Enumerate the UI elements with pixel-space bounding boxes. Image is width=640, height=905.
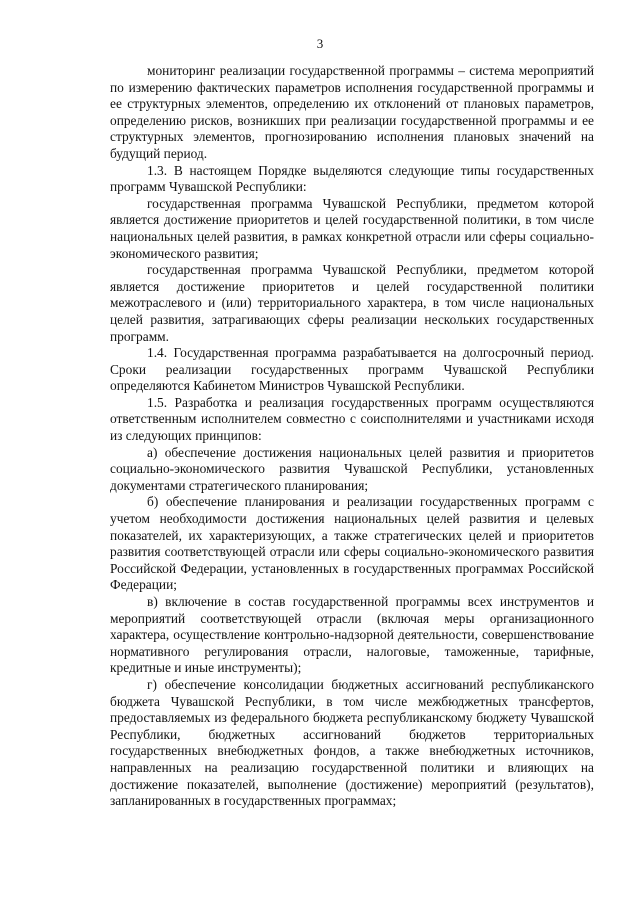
paragraph-1-5: 1.5. Разработка и реализация государственных программ осуществляются ответственным исполнителем совместно с соисполнителями и участниками исходя из следующих принципов: xyxy=(110,394,594,444)
paragraph-1-3: 1.3. В настоящем Порядке выделяются следующие типы государственных программ Чувашской Республики: xyxy=(110,162,594,195)
document-body xyxy=(110,63,594,810)
paragraph-principle-a: а) обеспечение достижения национальных целей развития и приоритетов социально-экономического развития Чувашской Республики, установленных документами стратегического планирования; xyxy=(110,444,594,493)
paragraph-principle-g: г) обеспечение консолидации бюджетных ассигнований республиканского бюджета Чувашской Республики, в том числе межбюджетных трансфертов, предоставляемых из федерального бюджета республиканскому бюджету Чувашской Республики, бюджетных ассигнований бюджетов территориальных государственных внебюджетных фондов, а также внебюджетных источников, направленных на реализацию государственной политики и влияющих на достижение показателей, выполнение (достижение) мероприятий (результатов), запланированных в государственных программах; xyxy=(110,676,594,809)
paragraph-program-type-sectoral: государственная программа Чувашской Республики, предметом которой является достижение приоритетов и целей государственной политики, в том числе национальных целей развития, в рамках конкретной отрасли или сферы социально-экономического развития; xyxy=(110,195,594,261)
paragraph-program-type-intersectoral: государственная программа Чувашской Республики, предметом которой является достижение приоритетов и целей государственной политики межотраслевого и (или) территориального характера, в том числе национальных целей развития, затрагивающих сферы реализации нескольких государственных программ. xyxy=(110,262,594,344)
page-number: 3 xyxy=(316,36,324,51)
paragraph-principle-b: б) обеспечение планирования и реализации государственных программ с учетом необходимости достижения национальных целей развития и целевых показателей, их характеризующих, а также стратегических целей и приоритетов развития соответствующей отрасли или сферы социально-экономического развития Российской Федерации, установленных в государственных программах Российской Федерации; xyxy=(110,494,594,593)
paragraph-monitoring-definition: мониторинг реализации государственной программы – система мероприятий по измерению фактических параметров исполнения государственной программы и ее структурных элементов, определению их отклонений от плановых параметров, определению рисков, возникших при реализации государственной программы и ее структурных элементов, прогнозированию исполнения плановых значений на будущий период. xyxy=(110,63,594,161)
paragraph-principle-v: в) включение в состав государственной программы всех инструментов и мероприятий соответствующей отрасли (включая меры организационного характера, осуществление контрольно-надзорной деятельности, совершенствование нормативного регулирования отрасли, налоговые, таможенные, тарифные, кредитные и иные инструменты); xyxy=(110,594,594,676)
paragraph-1-4: 1.4. Государственная программа разрабатывается на долгосрочный период. Сроки реализации государственных программ Чувашской Республики определяются Кабинетом Министров Чувашской Республики. xyxy=(110,345,594,394)
